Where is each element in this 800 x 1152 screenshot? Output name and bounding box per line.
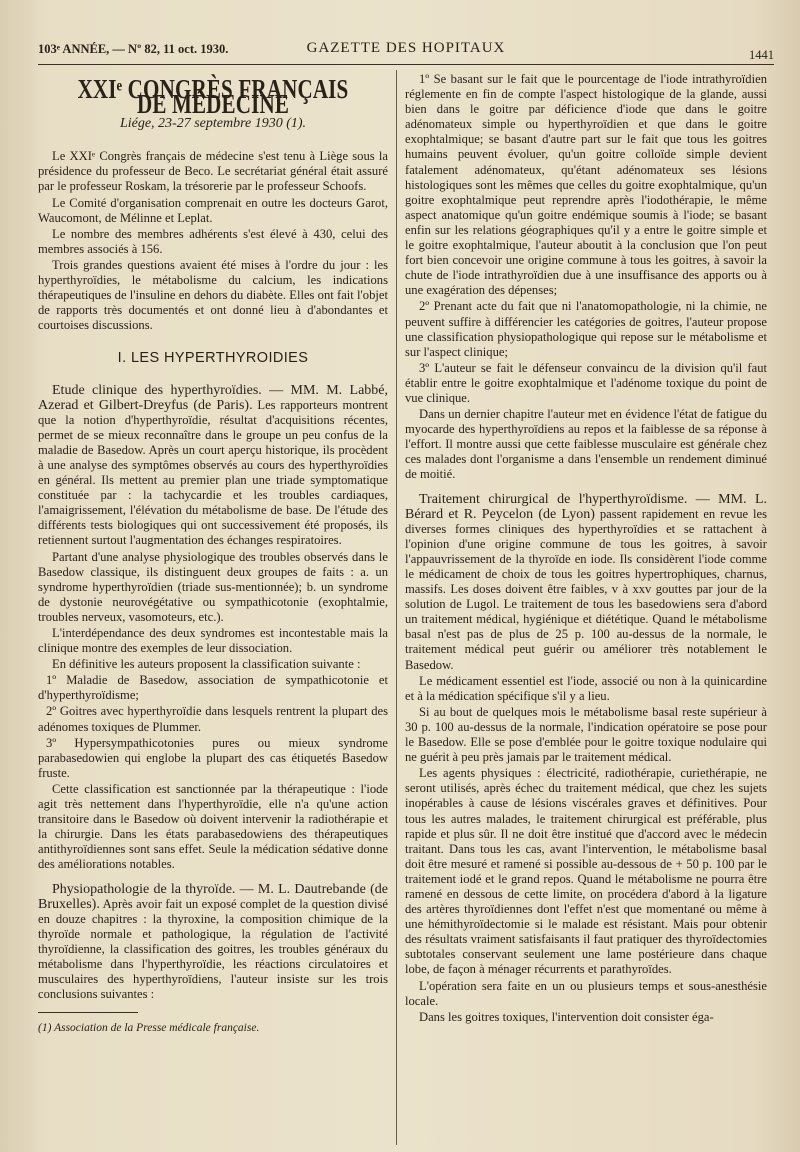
intro-paragraph: Le Comité d'organisation comprenait en outre les docteurs Garot, Waucomont, de Mélinne et Leplat. xyxy=(38,195,388,225)
footnote: (1) Association de la Presse médicale française. xyxy=(38,1022,260,1035)
column-divider xyxy=(396,70,397,1145)
traitement-text: passent rapidement en revue les diverses formes cliniques des hyperthyroïdies et se rattachent à l'opinion d'une origine commune de tous les goitres, à savoir l'appauvrissement de la thyroïde en iode. Ils considèrent l'iode comme le médicament de choix de tous les goitres hypertrophiques, charnus, massifs. Les doses doivent être faibles, v à xxv gouttes par jour de la solution de Lugol. Le traitement de tous les basedowiens sera d'abord un traitement médical, hygiénique et diététique. Quand le métabolisme basal n'est pas de plus de 25 p. 100 au-dessus de la normale, le traitement médical peut guérir ou améliorer très notablement le Basedow. xyxy=(405,506,767,672)
section-heading: I. LES HYPERTHYROIDIES xyxy=(117,350,309,367)
conclusion-paragraph: Dans un dernier chapitre l'auteur met en évidence l'état de fatigue du myocarde des hyperthyroïdiens au repos et la faiblesse de sa réponse à l'effort. Il montre aussi que cette faiblesse musculaire est générale chez ces malades dont l'organisme a dans l'ensemble un rendement diminué de moitié. xyxy=(405,407,767,482)
physio-text: Après avoir fait un exposé complet de la question divisé en douze chapitres : la thyroxine, la composition chimique de la thyroïde normale et pathologique, la régulation de l'activité thyroïdienne, la classification des goitres, les troubles généraux du métabolisme dans l'hyperthyroïdie, les réactions circulatoires et musculaires des hyperthyroïdiens, l'auteur insiste sur les trois conclusions suivantes : xyxy=(38,896,388,1002)
footnote-rule xyxy=(38,1012,138,1013)
traitement-paragraph: Les agents physiques : électricité, radiothérapie, curiethérapie, ne seront utilisés, après échec du traitement médical, que chez les sujets inopérables à cause de lésions viscérales graves et définitives. Pour tous les autres malades, le traitement chirurgical est préférable, plus rapide et plus sûr. Il ne doit être institué que d'accord avec le médecin traitant. Dans tous les cas, avant l'intervention, le métabolisme basal doit être mesuré et ramené si possible au-dessous de + 50 p. 100 par le traitement iodé et le grand repos. Quand le métabolisme ne pourra être ramené en dessous de cette limite, on procédera d'abord à la ligature des artères thyroïdiennes dont l'effet n'est que momentané ou même à une hémithyroïdectomie si le malade est résistant. Mais pour obtenir des résultats vraiment satisfaisants il faut pratiquer des thyroïdectomies subtotales conservant seulement une lame postérieure dans chaque lobe, de façon à ménager récurrents et parathyroïdes. xyxy=(405,766,767,977)
traitement-heading: Traitement chirurgical de l'hyperthyroïdisme. — MM. L. Bérard et R. Peycelon (de Lyon) xyxy=(405,491,767,522)
intro-paragraph: Trois grandes questions avaient été mises à l'ordre du jour : les hyperthyroïdies, le métabolisme du calcium, les indications thérapeutiques de l'insuline en dehors du diabète. Elles ont fait l'objet de rapports très documentés et ont donné lieu à d'abondantes et courtoises discussions. xyxy=(38,257,388,333)
congress-subtitle: Liége, 23-27 septembre 1930 (1). xyxy=(119,116,307,132)
etude-paragraph xyxy=(38,383,388,549)
right-column xyxy=(405,72,767,1026)
list-item: 1º Maladie de Basedow, association de sympathicotonie et d'hyperthyroïdisme; xyxy=(38,673,388,703)
journal-name: GAZETTE DES HOPITAUX xyxy=(306,40,506,56)
intro-paragraph: Le XXIᵉ Congrès français de médecine s'est tenu à Liège sous la présidence du professeur de Beco. Le secrétariat général était assuré par le professeur Roskam, la trésorerie par le professeur Schoofs. xyxy=(38,149,388,194)
issue-info: 103ᵉ ANNÉE, — Nº 82, 11 oct. 1930. xyxy=(38,42,229,56)
traitement-paragraph xyxy=(405,492,767,673)
etude-paragraph: En définitive les auteurs proposent la classification suivante : xyxy=(52,657,361,672)
physio-heading: Physiopathologie de la thyroïde. — M. L. Dautrebande (de Bruxelles). xyxy=(38,881,388,912)
list-item: 2º Goitres avec hyperthyroïdie dans lesquels rentrent la plupart des adénomes toxiques de Plummer. xyxy=(38,704,388,734)
page-number: 1441 xyxy=(749,48,774,62)
list-item: 3º Hypersympathicotonies pures ou mieux syndrome parabasedowien qui englobe la plupart des cas étiquetés Basedow fruste. xyxy=(38,735,388,780)
traitement-paragraph: Le médicament essentiel est l'iode, associé ou non à la quinicardine et à la médication spécifique s'il y a lieu. xyxy=(405,673,767,703)
left-column xyxy=(38,72,388,1036)
physio-paragraph xyxy=(38,882,388,1003)
congress-title: XXIᵉ CONGRÈS FRANÇAIS DE MÉDECINE xyxy=(77,74,349,120)
etude-text: Les rapporteurs montrent que la notion d'hyperthyroïdie, résultat d'acquisitions récentes, permet de se mieux reconnaître dans le groupe un peu confus de la maladie de Basedow. Après un court aperçu historique, ils procèdent à une analyse des symptômes observés au cours des hyperthyroïdies en général. Ils mettent au premier plan une triade symptomatique constituée par : la tachycardie et les troubles cardiaques, l'amaigrissement, l'élévation du métabolisme de base. De l'étude des différents tests biologiques qui ont successivement été proposés, ils retiennent surtout l'augmentation des échanges respiratoires. xyxy=(38,397,388,548)
conclusion-paragraph: 3º L'auteur se fait le défenseur convaincu de la division qu'il faut établir entre le goitre exophtalmique et l'adénome toxique du point de vue clinique. xyxy=(405,360,767,405)
classification-list xyxy=(38,673,388,781)
etude-paragraph: L'interdépendance des deux syndromes est incontestable mais la clinique montre des exemples de leur dissociation. xyxy=(38,626,388,656)
page-header xyxy=(38,38,774,65)
classification-paragraph: Cette classification est sanctionnée par la thérapeutique : l'iode agit très nettement dans l'hyperthyroïdie, elle n'a qu'une action transitoire dans le Basedow où doivent intervenir la radiothérapie et la chirurgie. Dans les états parabasedowiens des thérapeutiques antithyroïdiennes sont sans effet. Seule la médication sédative donne des améliorations notables. xyxy=(38,781,388,872)
etude-paragraph: Partant d'une analyse physiologique des troubles observés dans le Basedow classique, ils distinguent deux groupes de faits : a. un syndrome hyperthyroïdien (triade sus-mentionnée); b. un syndrome de dystonie neurovégétative ou sympathicotonie (exophtalmie, troubles nerveux, vasomoteurs, etc.). xyxy=(38,549,388,624)
conclusion-paragraph: 2º Prenant acte du fait que ni l'anatomopathologie, ni la chimie, ne peuvent suffire à différencier les catégories de goitres, l'auteur propose une classification physiopathologique qui repose sur le métabolisme et sur l'aspect clinique; xyxy=(405,299,767,359)
traitement-paragraph: Si au bout de quelques mois le métabolisme basal reste supérieur à 30 p. 100 au-dessus de la normale, l'indication opératoire se pose pour le Basedow. Elle se pose d'emblée pour le goitre toxique nodulaire qui ne guérit à peu près jamais par le traitement médical. xyxy=(405,704,767,765)
traitement-paragraph: L'opération sera faite en un ou plusieurs temps et sous-anesthésie locale. xyxy=(405,978,767,1008)
conclusion-paragraph: 1º Se basant sur le fait que le pourcentage de l'iode intrathyroïdien réglemente en fin de compte l'aspect histologique de la glande, aussi bien dans le goitre par déficience d'iode que dans le goitre adénomateux simple ou hyperthyroïdien et que dans le goitre exophtalmique; se basant d'autre part sur le fait que tous les goitres humains peuvent évoluer, qu'un goitre colloïde simple devient fatalement adénomateux, qu'étant adénomateux ses lésions histologiques sont les mêmes que celles du goitre exophtalmique, qu'un goitre exophtalmique peut reprendre après l'iodothérapie, le même aspect anatomique qu'un goitre endémique soumis à l'iode; se basant enfin sur les relations géographiques qu'il y a entre le goitre simple et le goitre exophtalmique, l'auteur aboutit à la conclusion que l'on peut fort bien concevoir une origine commune à tous les goitres, à savoir la chute de l'iode intrathyroïdien due à une insuffisance des apports ou à une exagération des dépenses; xyxy=(405,72,767,298)
traitement-paragraph: Dans les goitres toxiques, l'intervention doit consister éga- xyxy=(419,1009,714,1024)
etude-heading: Etude clinique des hyperthyroïdies. — MM. M. Labbé, Azerad et Gilbert-Dreyfus (de Paris). xyxy=(38,382,388,413)
intro-paragraph: Le nombre des membres adhérents s'est élevé à 430, celui des membres associés à 156. xyxy=(38,226,388,256)
